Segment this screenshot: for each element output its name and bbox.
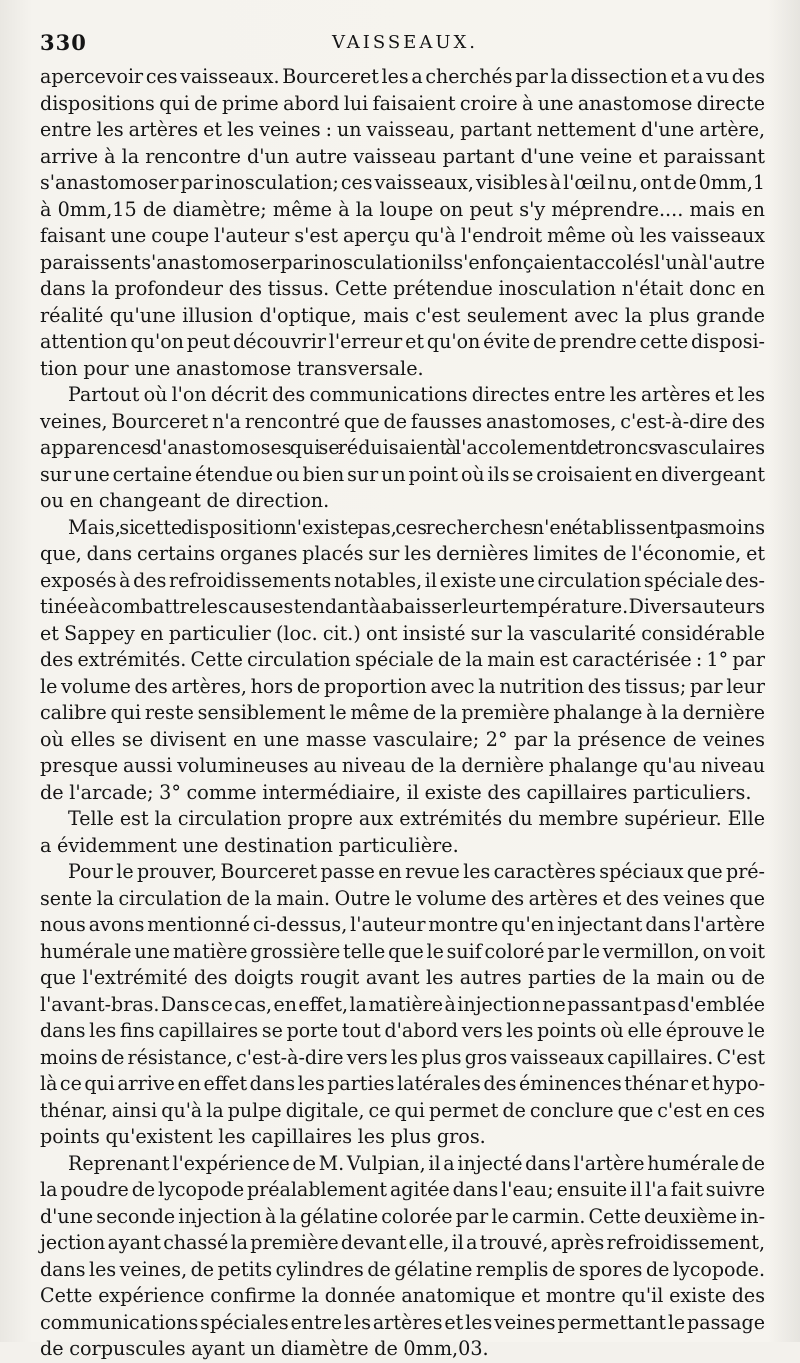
text-line: thénar, ainsi qu'à la pulpe digitale, ce qui permet de conclure que c'est en ces (40, 1098, 765, 1122)
text-line: Telle est la circulation propre aux extrémités du membre supérieur. Elle (68, 807, 765, 830)
text-line: a évidemment une destination particulière. (40, 833, 459, 857)
text-line: nous avons mentionné ci-dessus, l'auteur montre qu'en injectant dans l'artère (40, 913, 765, 936)
text-line: que l'extrémité des doigts rougit avant les autres parties de la main ou de (40, 966, 765, 989)
text-line: sur une certaine étendue ou bien sur un point où ils se croisaient en divergeant (40, 462, 765, 486)
text-line: Partout où l'on décrit des communications directes entre les artères et les (68, 383, 765, 406)
text-line: de l'arcade; 3° comme intermédiaire, il existe des capillaires particuliers. (40, 780, 752, 804)
text-line: jection ayant chassé la première devant elle, il a trouvé, après refroidissement, (40, 1231, 765, 1254)
text-line: tinée à combattre les causes tendant à abaisser leur température. Divers auteurs (40, 595, 765, 618)
running-title: VAISSEAUX. (331, 32, 479, 53)
text-line: des extrémités. Cette circulation spéciale de la main est caractérisée : 1° par (40, 648, 765, 671)
text-line: la poudre de lycopode préalablement agitée dans l'eau; ensuite il l'a fait suivre (40, 1178, 765, 1201)
text-line: apparences d'anastomoses qui se réduisaient à l'accolement de troncs vasculaires (40, 436, 765, 459)
text-line: de corpuscules ayant un diamètre de 0mm,03. (40, 1337, 489, 1360)
text-line: humérale une matière grossière telle que le suif coloré par le vermillon, on voit (40, 939, 765, 963)
text-line: sente la circulation de la main. Outre le volume des artères et des veines que (40, 886, 765, 910)
text-line: Pour le prouver, Bourceret passe en revue les caractères spéciaux que pré- (68, 860, 765, 883)
text-line: communications spéciales entre les artères et les veines permettant le passage (40, 1310, 765, 1334)
text-line: là ce qui arrive en effet dans les parties latérales des éminences thénar et hypo- (40, 1072, 765, 1095)
text-line: arrive à la rencontre d'un autre vaisseau partant d'une veine et paraissant (40, 144, 765, 168)
text-line: et Sappey en particulier (loc. cit.) ont insisté sur la vascularité considérable (40, 621, 765, 645)
text-line: Reprenant l'expérience de M. Vulpian, il a injecté dans l'artère humérale de (68, 1151, 765, 1175)
text-line: faisant une coupe l'auteur s'est aperçu qu'à l'endroit même où les vaisseaux (40, 224, 765, 247)
text-line: dans la profondeur des tissus. Cette prétendue inosculation n'était donc en (40, 277, 765, 300)
text-line: veines, Bourceret n'a rencontré que de fausses anastomoses, c'est-à-dire des (40, 409, 765, 433)
text-line: exposés à des refroidissements notables, il existe une circulation spéciale des- (40, 568, 765, 592)
text-line: le volume des artères, hors de proportion avec la nutrition des tissus; par leur (40, 674, 765, 698)
page-number: 330 (40, 30, 87, 55)
text-line: dans les veines, de petits cylindres de gélatine remplis de spores de lycopode. (40, 1257, 765, 1281)
text-line: à 0mm,15 de diamètre; même à la loupe on peut s'y méprendre.... mais en (40, 197, 765, 221)
running-head (40, 30, 770, 60)
text-line: attention qu'on peut découvrir l'erreur et qu'on évite de prendre cette disposi- (40, 330, 765, 353)
text-line: Mais, si cette disposition n'existe pas, ces recherches n'en établissent pas moins (68, 515, 765, 539)
text-line: dans les fins capillaires se porte tout d'abord vers les points où elle éprouve le (40, 1019, 765, 1042)
text-line: d'une seconde injection à la gélatine colorée par le carmin. Cette deuxième in- (40, 1204, 765, 1228)
text-line: paraissent s'anastomoser par inosculation ils s'enfonçaient accolés l'un à l'autre (40, 250, 765, 274)
text-line: ou en changeant de direction. (40, 489, 330, 512)
text-line: où elles se divisent en une masse vasculaire; 2° par la présence de veines (40, 727, 765, 751)
text-line: presque aussi volumineuses au niveau de la dernière phalange qu'au niveau (40, 754, 765, 777)
text-line: tion pour une anastomose transversale. (40, 356, 424, 380)
text-line: moins de résistance, c'est-à-dire vers les plus gros vaisseaux capillaires. C'est (40, 1045, 765, 1069)
text-line: que, dans certains organes placés sur les dernières limites de l'économie, et (40, 542, 765, 565)
text-line: dispositions qui de prime abord lui faisaient croire à une anastomose directe (40, 91, 765, 115)
text-line: points qu'existent les capillaires les plus gros. (40, 1125, 486, 1148)
text-line: Cette expérience confirme la donnée anatomique et montre qu'il existe des (40, 1284, 765, 1307)
body-text (40, 64, 765, 1363)
text-line: apercevoir ces vaisseaux. Bourceret les a cherchés par la dissection et a vu des (40, 65, 765, 88)
text-line: réalité qu'une illusion d'optique, mais c'est seulement avec la plus grande (40, 303, 765, 327)
text-line: entre les artères et les veines : un vaisseau, partant nettement d'une artère, (40, 118, 765, 141)
text-line: calibre qui reste sensiblement le même de la première phalange à la dernière (40, 701, 765, 724)
text-line: s'anastomoser par inosculation; ces vaisseaux, visibles à l'œil nu, ont de 0mm,1 (40, 171, 765, 194)
text-line: l'avant-bras. Dans ce cas, en effet, la matière à injection ne passant pas d'emblée (40, 992, 765, 1016)
